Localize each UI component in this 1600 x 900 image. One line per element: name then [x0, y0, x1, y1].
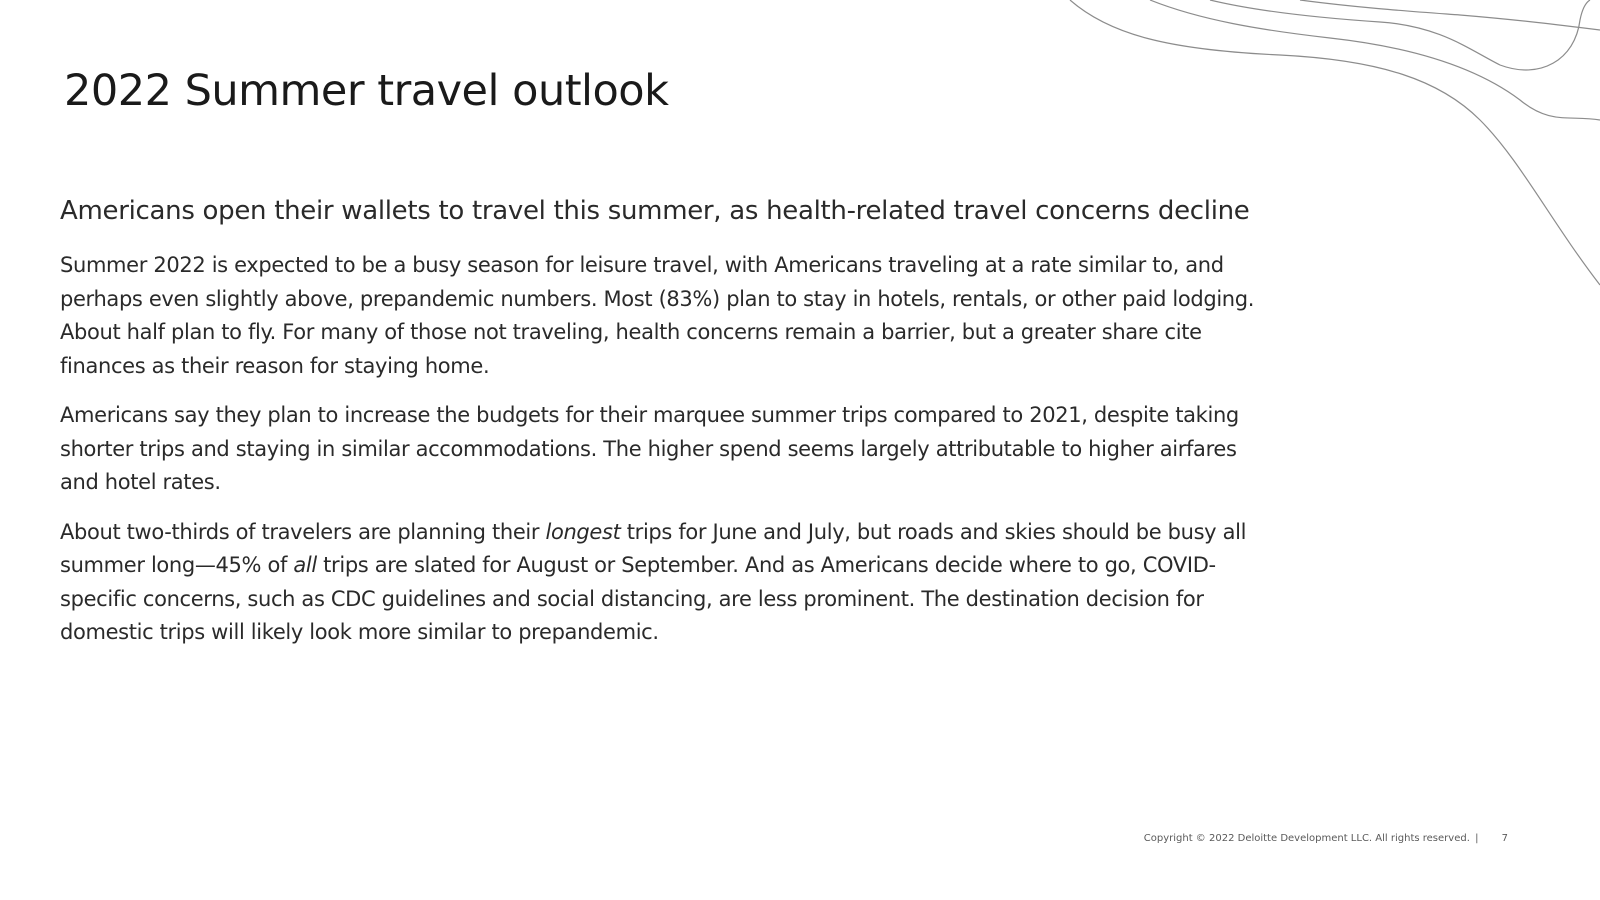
- copyright-notice: Copyright © 2022 Deloitte Development LLC. All rights reserved.: [1143, 833, 1470, 844]
- page-number: 7: [1501, 833, 1508, 844]
- footer: [1144, 833, 1508, 844]
- paragraph-text: About two-thirds of travelers are planning their: [60, 519, 546, 544]
- page-title: 2022 Summer travel outlook: [64, 66, 669, 116]
- page-subtitle: Americans open their wallets to travel this summer, as health-related travel concerns decline: [60, 196, 1250, 226]
- paragraph-text: trips are slated for August or September. And as Americans decide where to go, COVID-specific concerns, such as CDC guidelines and social distancing, are less prominent. The destination decision for domestic trips will likely look more similar to prepandemic.: [60, 553, 1216, 644]
- paragraph-summer-outlook: Summer 2022 is expected to be a busy season for leisure travel, with Americans traveling at a rate similar to, and perhaps even slightly above, prepandemic numbers. Most (83%) plan to stay in hotels, rentals, or other paid lodging. About half plan to fly. For many of those not traveling, health concerns remain a barrier, but a greater share cite finances as their reason for staying home.: [60, 253, 1255, 378]
- emphasis-all: all: [293, 553, 317, 577]
- paragraph-budgets: Americans say they plan to increase the budgets for their marquee summer trips compared to 2021, despite taking shorter trips and staying in similar accommodations. The higher spend seems largely attributable to higher airfares and hotel rates.: [60, 403, 1239, 494]
- paragraph-text: trips for June and July, but roads and skies should be busy all summer long—45% of: [60, 519, 1247, 577]
- emphasis-longest: longest: [545, 519, 621, 544]
- body-text: [60, 249, 1260, 666]
- paragraph-trip-timing: [60, 516, 1260, 650]
- footer-separator: |: [1475, 833, 1479, 844]
